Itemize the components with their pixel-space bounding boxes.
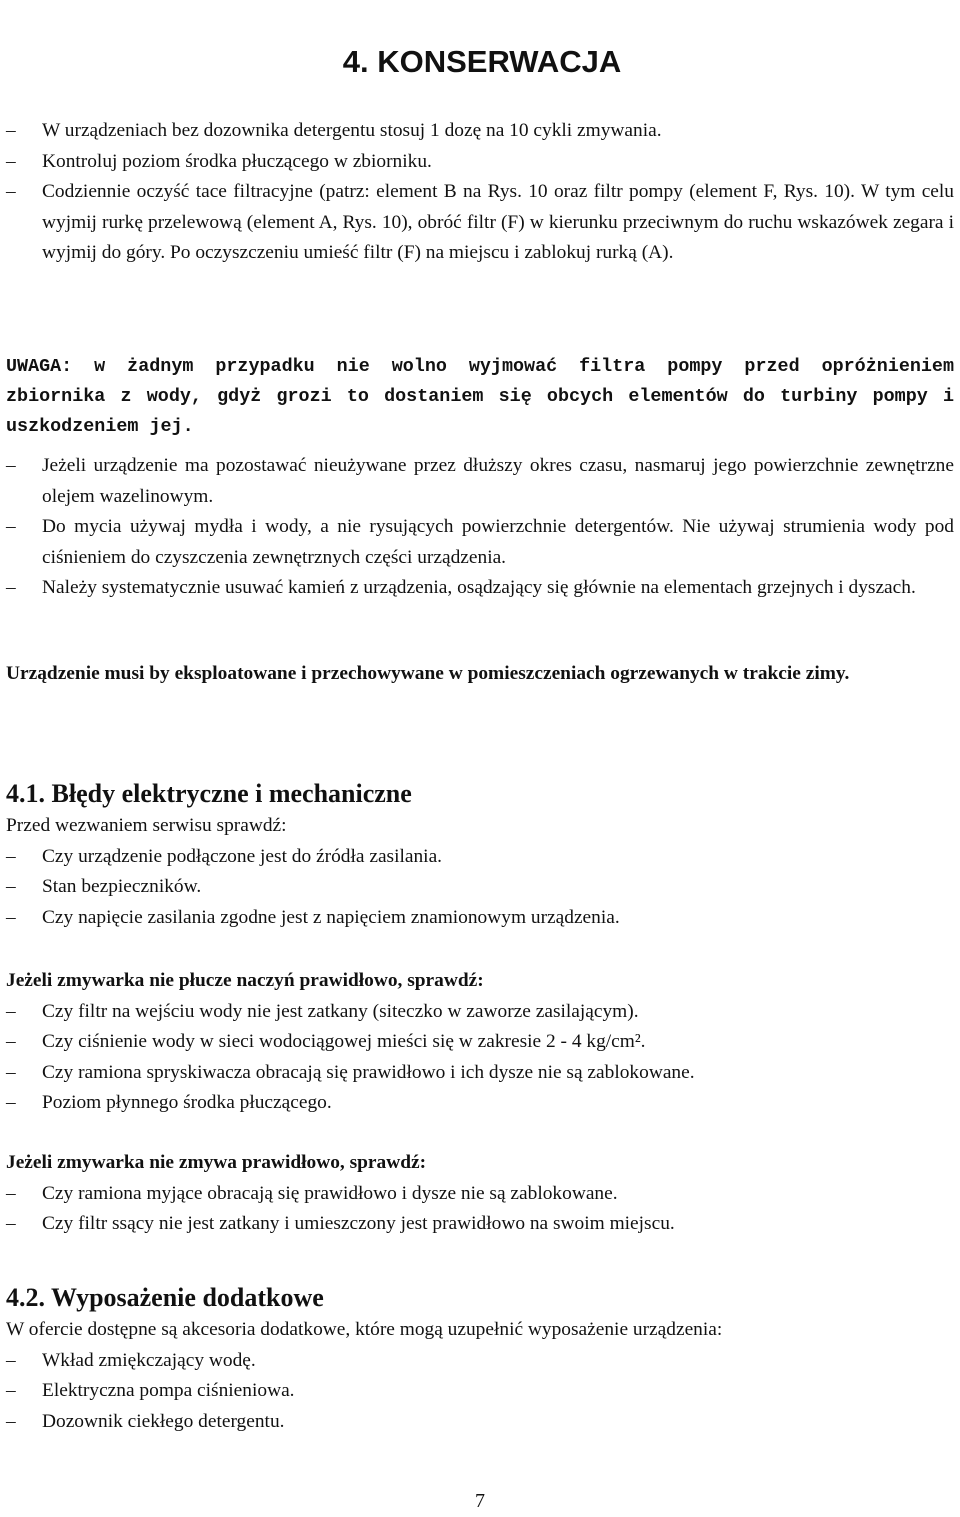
dash-bullet-icon: – — [6, 150, 16, 172]
dash-bullet-icon: – — [6, 1061, 16, 1083]
rinse-check — [6, 966, 954, 1119]
dash-bullet-icon: – — [6, 516, 16, 537]
dash-bullet-icon: – — [6, 577, 16, 598]
dash-bullet-icon: – — [6, 181, 16, 202]
section-heading: 4.2. Wyposażenie dodatkowe — [6, 1283, 324, 1312]
dash-bullet-icon: – — [6, 120, 16, 141]
dash-bullet-icon: – — [6, 1000, 16, 1022]
wash-heading: Jeżeli zmywarka nie zmywa prawidłowo, sprawdź: — [6, 1152, 427, 1173]
dash-bullet-icon: – — [6, 1182, 16, 1204]
page-title: 4. KONSERWACJA — [342, 44, 622, 79]
section-4-2 — [6, 1281, 954, 1437]
warning-note — [6, 352, 954, 442]
list-item: – Czy filtr ssący nie jest zatkany i umieszczony jest prawidłowo na swoim miejscu. — [6, 1209, 954, 1240]
storage-note-text: Urządzenie musi by eksploatowane i przechowywane w pomieszczeniach ogrzewanych w trakcie zimy. — [6, 663, 850, 684]
section-intro: Przed wezwaniem serwisu sprawdź: — [6, 815, 287, 836]
dash-bullet-icon: – — [6, 1349, 16, 1371]
list-item: – Codziennie oczyść tace filtracyjne (patrz: element B na Rys. 10 oraz filtr pompy (element F, Rys. 10). W tym celu wyjmij rurkę przelewową (element A, Rys. 10), obróć filtr (F) w kierunku przeciwnym do ruchu wskazówek zegara i wyjmij do góry. Po oczyszczeniu umieść filtr (F) na miejscu i zablokuj rurką (A). — [6, 177, 954, 269]
dash-bullet-icon: – — [6, 906, 16, 928]
dash-bullet-icon: – — [6, 1031, 16, 1052]
dash-bullet-icon: – — [6, 845, 16, 867]
maintenance-list-1 — [6, 116, 954, 269]
list-item: – Elektryczna pompa ciśnieniowa. — [6, 1376, 954, 1407]
page-number: 7 — [475, 1490, 485, 1512]
list-item: – Czy ciśnienie wody w sieci wodociągowej mieści się w zakresie 2 - 4 kg/cm². — [6, 1027, 954, 1058]
list-item: – Stan bezpieczników. — [6, 872, 954, 903]
dash-bullet-icon: – — [6, 1380, 16, 1401]
maintenance-list-2 — [6, 451, 954, 604]
section-4-1 — [6, 777, 954, 933]
list-item: – Jeżeli urządzenie ma pozostawać nieużywane przez dłuższy okres czasu, nasmaruj jego powierzchnie zewnętrzne olejem wazelinowym. — [6, 451, 954, 512]
storage-note — [6, 659, 954, 690]
dash-bullet-icon: – — [6, 455, 16, 476]
list-item: – Czy ramiona spryskiwacza obracają się prawidłowo i ich dysze nie są zablokowane. — [6, 1058, 954, 1089]
warning-text: UWAGA: w żadnym przypadku nie wolno wyjmować filtra pompy przed opróżnieniem zbiornika z wody, gdyż grozi to dostaniem się obcych elementów do turbiny pompy i uszkodzeniem jej. — [6, 356, 954, 437]
list-item: – Czy napięcie zasilania zgodne jest z napięciem znamionowym urządzenia. — [6, 903, 954, 934]
wash-check — [6, 1148, 954, 1240]
list-item: – Czy urządzenie podłączone jest do źródła zasilania. — [6, 842, 954, 873]
list-item: – Do mycia używaj mydła i wody, a nie rysujących powierzchnie detergentów. Nie używaj strumienia wody pod ciśnieniem do czyszczenia zewnętrznych części urządzenia. — [6, 512, 954, 573]
section-heading: 4.1. Błędy elektryczne i mechaniczne — [6, 779, 412, 808]
section-intro: W ofercie dostępne są akcesoria dodatkowe, które mogą uzupełnić wyposażenie urządzenia: — [6, 1319, 723, 1340]
dash-bullet-icon: – — [6, 876, 16, 897]
list-item: – Poziom płynnego środka płuczącego. — [6, 1088, 954, 1119]
dash-bullet-icon: – — [6, 1092, 16, 1113]
list-item: – Dozownik ciekłego detergentu. — [6, 1407, 954, 1438]
list-item: – Czy filtr na wejściu wody nie jest zatkany (siteczko w zaworze zasilającym). — [6, 997, 954, 1028]
list-item: – Wkład zmiękczający wodę. — [6, 1346, 954, 1377]
dash-bullet-icon: – — [6, 1410, 16, 1432]
list-item: – Czy ramiona myjące obracają się prawidłowo i dysze nie są zablokowane. — [6, 1179, 954, 1210]
dash-bullet-icon: – — [6, 1213, 16, 1234]
rinse-heading: Jeżeli zmywarka nie płucze naczyń prawidłowo, sprawdź: — [6, 970, 484, 991]
list-item: – Kontroluj poziom środka płuczącego w zbiorniku. — [6, 147, 954, 178]
list-item: – W urządzeniach bez dozownika detergentu stosuj 1 dozę na 10 cykli zmywania. — [6, 116, 954, 147]
list-item: – Należy systematycznie usuwać kamień z urządzenia, osądzający się głównie na elementach grzejnych i dyszach. — [6, 573, 954, 604]
